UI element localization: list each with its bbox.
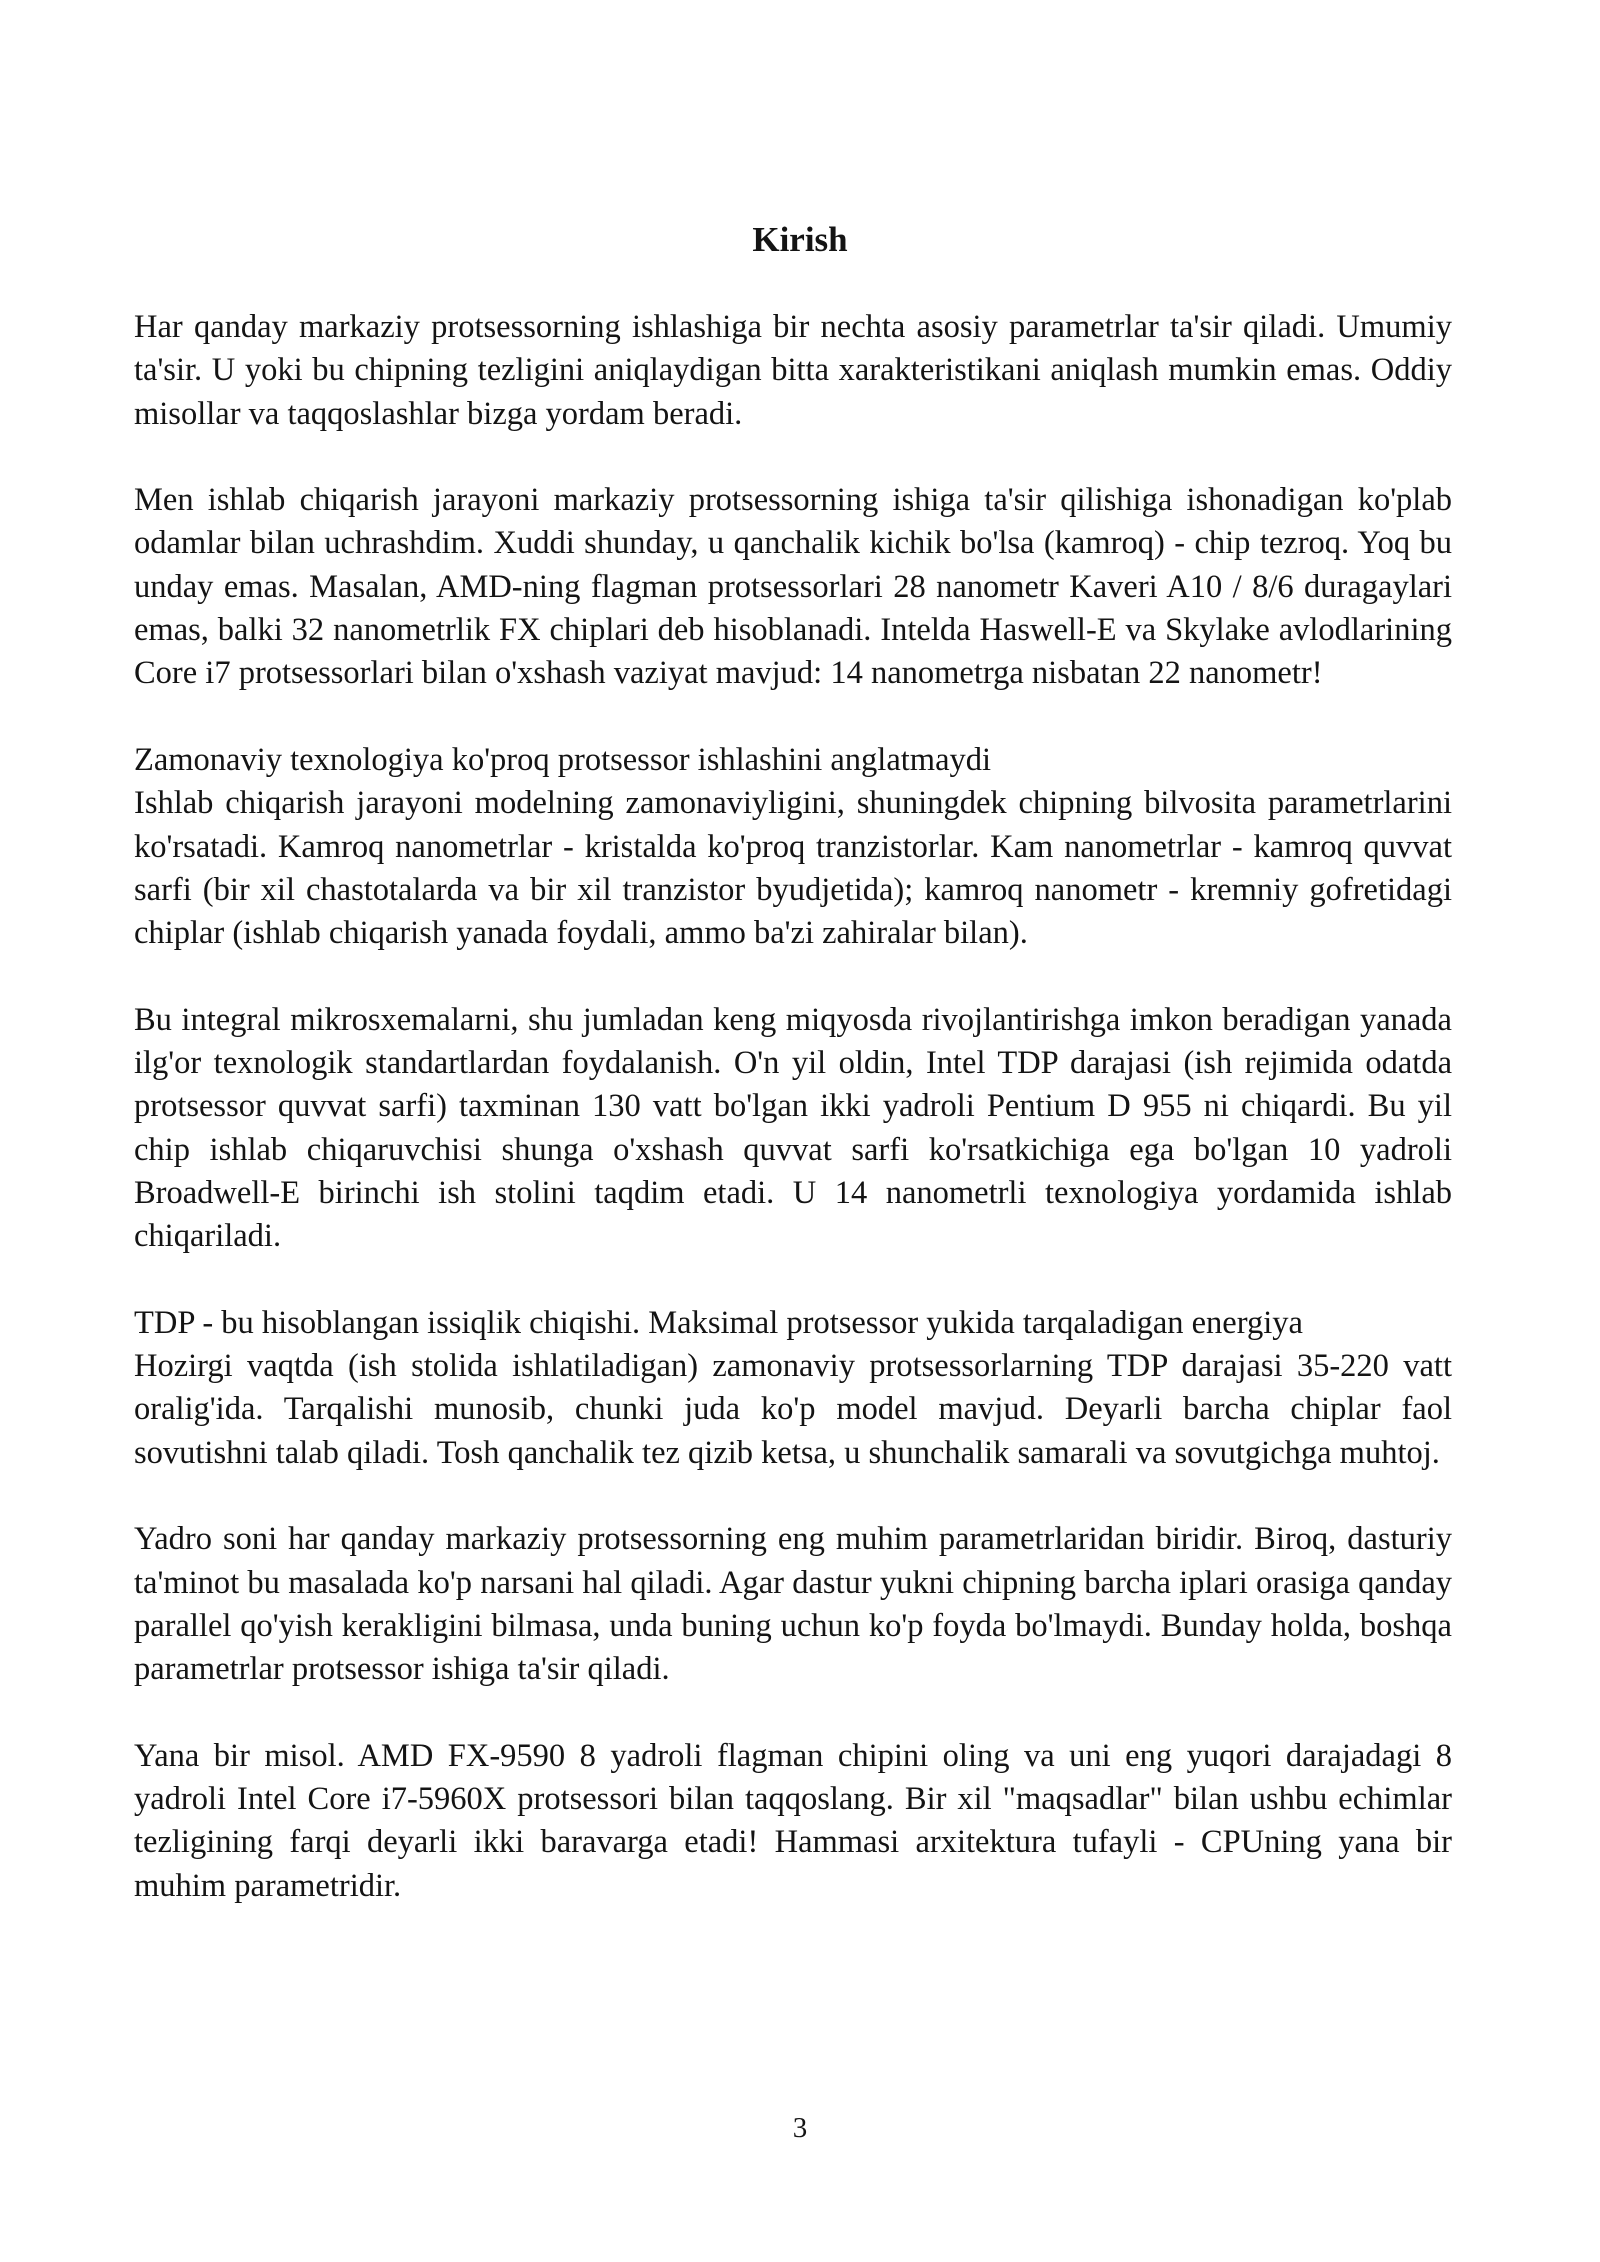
document-body — [134, 306, 1452, 1951]
page-number: 3 — [792, 2112, 808, 2144]
paragraph-manufacturing: Ishlab chiqarish jarayoni modelning zamonaviyligini, shuningdek chipning bilvosita parametrlarini ko'rsatadi. Kamroq nanometrlar - kristalda ko'proq tranzistorlar. Kam nanometrlar - kamroq quvvat sarfi (bir xil chastotalarda va bir xil tranzistor byudjetida); kamroq nanometr - kremniy gofretidagi chiplar (ishlab chiqarish yanada foydali, ammo ba'zi zahiralar bilan). — [134, 785, 1452, 952]
paragraph-integral-circuits: Bu integral mikrosxemalarni, shu jumladan keng miqyosda rivojlantirishga imkon beradigan yanada ilg'or texnologik standartlardan foydalanish. O'n yil oldin, Intel TDP darajasi (ish rejimida odatda protsessor quvvat sarfi) taxminan 130 vatt bo'lgan ikki yadroli Pentium D 955 ni chiqardi. Bu yil chip ishlab chiqaruvchisi shunga o'xshash quvvat sarfi ko'rsatkichiga ega bo'lgan 10 yadroli Broadwell-E birinchi ish stolini taqdim etadi. U 14 nanometrli texnologiya yordamida ishlab chiqariladi. — [134, 1001, 1452, 1255]
document-title: Kirish — [752, 220, 848, 259]
paragraph-tdp: Hozirgi vaqtda (ish stolida ishlatiladigan) zamonaviy protsessorlarning TDP darajasi 35-220 vatt oralig'ida. Tarqalishi munosib, chunki juda ko'p model mavjud. Deyarli barcha chiplar faol sovutishni talab qiladi. Tosh qanchalik tez qizib ketsa, u shunchalik samarali va sovutgichga muhtoj. — [134, 1348, 1452, 1471]
paragraph-heading-tdp: TDP - bu hisoblangan issiqlik chiqishi. Maksimal protsessor yukida tarqaladigan energiya — [134, 1304, 1303, 1341]
paragraph-heading-modern-tech: Zamonaviy texnologiya ko'proq protsessor ishlashini anglatmaydi — [134, 741, 992, 778]
paragraph-process-node: Men ishlab chiqarish jarayoni markaziy protsessorning ishiga ta'sir qilishiga ishonadigan ko'plab odamlar bilan uchrashdim. Xuddi shunday, u qanchalik kichik bo'lsa (kamroq) - chip tezroq. Yoq bu unday emas. Masalan, AMD-ning flagman protsessorlari 28 nanometr Kaveri A10 / 8/6 duragaylari emas, balki 32 nanometrlik FX chiplari deb hisoblanadi. Intelda Haswell-E va Skylake avlodlarining Core i7 protsessorlari bilan o'xshash vaziyat mavjud: 14 nanometrga nisbatan 22 nanometr! — [134, 482, 1452, 692]
paragraph-example: Yana bir misol. AMD FX-9590 8 yadroli flagman chipini oling va uni eng yuqori darajadagi 8 yadroli Intel Core i7-5960X protsessori bilan taqqoslang. Bir xil "maqsadlar" bilan ushbu echimlar tezligining farqi deyarli ikki baravarga etadi! Hammasi arxitektura tufayli - CPUning yana bir muhim parametridir. — [134, 1737, 1452, 1904]
paragraph-core-count: Yadro soni har qanday markaziy protsessorning eng muhim parametrlaridan biridir. Biroq, dasturiy ta'minot bu masalada ko'p narsani hal qiladi. Agar dastur yukni chipning barcha iplari orasiga qanday parallel qo'yish kerakligini bilmasa, unda buning uchun ko'p foyda bo'lmaydi. Bunday holda, boshqa parametrlar protsessor ishiga ta'sir qiladi. — [134, 1521, 1452, 1688]
paragraph-intro: Har qanday markaziy protsessorning ishlashiga bir nechta asosiy parametrlar ta'sir qiladi. Umumiy ta'sir. U yoki bu chipning tezligini aniqlaydigan bitta xarakteristikani aniqlash mumkin emas. Oddiy misollar va taqqoslashlar bizga yordam beradi. — [134, 309, 1452, 432]
